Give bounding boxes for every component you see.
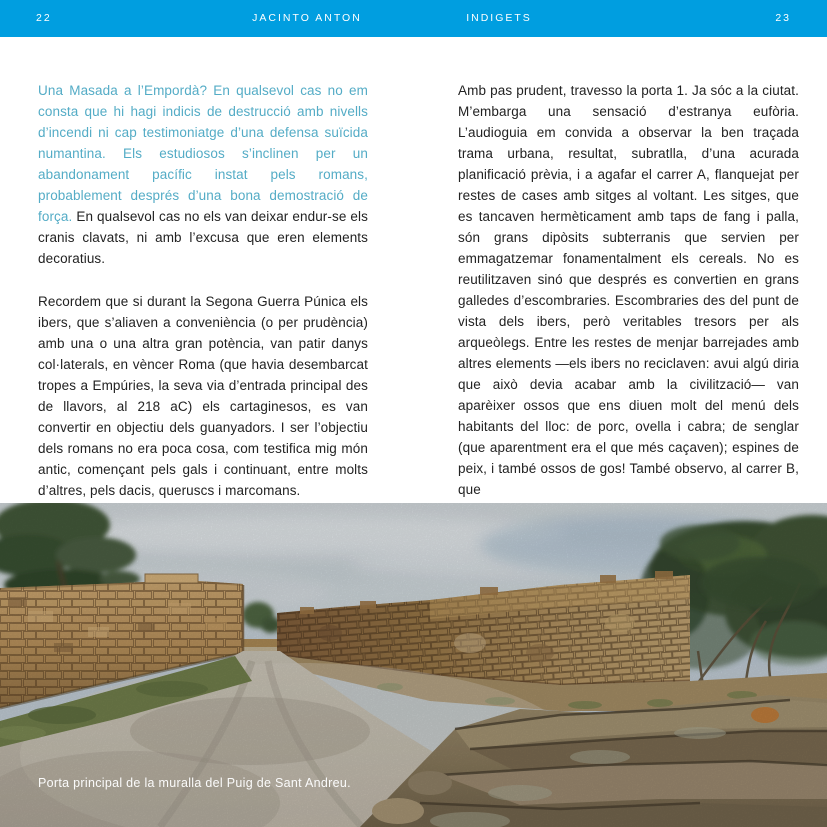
page-number-left: 22	[36, 12, 52, 24]
text-column-right	[458, 80, 799, 522]
running-header	[0, 0, 827, 37]
running-header-title: INDIGETS	[466, 12, 532, 24]
paragraph-1	[38, 80, 368, 269]
highlighted-text: Una Masada a l’Empordà? En qualsevol cas no em consta que hi hagi indicis de destrucció amb nivells d’incendi ni cap testimoniatge d’una defensa suïcida numantina. Els estudiosos s’inclinen per un abandonament pacífic instat pels romans, probablement després d’una bona demostració de força.	[38, 83, 368, 224]
paragraph-3: Amb pas prudent, travesso la porta 1. Ja sóc a la ciutat. M’embarga una sensació d’estranya eufòria. L’audioguia em convida a observar la ben traçada trama urbana, resultat, subratlla, d’una acurada planificació prèvia, i a agafar el carrer A, flanquejat per restes de cases amb sitges al voltant. Les sitges, que es tancaven hermèticament amb taps de fang i palla, són grans dipòsits subterranis que servien per emmagatzemar fonamentalment els cereals. No es reutilitzaven sinó que després es convertien en grans galledes d’escombraries. Escombraries des del punt de vista dels ibers, però veritables tresors per als arqueòlegs. Entre les restes de menjar barrejades amb altres elements —els ibers no reciclaven: avui algú diria que això devia acabar amb la civilització— van aparèixer ossos que ens diuen molt del menú dels habitants del lloc: de porc, ovella i cabra; de senglar (que aparentment era el que més caçaven); espines de peix, i també ossos de gos! També observo, al carrer B, que	[458, 83, 799, 497]
text-column-left	[38, 80, 368, 523]
page-number-right: 23	[775, 12, 791, 24]
paragraph-2: Recordem que si durant la Segona Guerra Púnica els ibers, que s’aliaven a conveniència (o per prudència) amb una o una altra gran potència, van patir danys col·laterals, en vèncer Roma (que havia desembarcat tropes a Empúries, la seva via d’entrada principal des de llavors, al 218 aC) els cartaginesos, es van convertir en objectiu dels guanyadors. I ser l’objectiu dels romans no era poca cosa, com testifica mig món antic, començant pels gals i continuant, entre molts d’altres, pels dacis, queruscs i marcomans.	[38, 294, 368, 498]
running-header-author: JACINTO ANTON	[252, 12, 362, 24]
photo-figure	[0, 503, 827, 827]
photo-caption: Porta principal de la muralla del Puig de Sant Andreu.	[38, 776, 351, 790]
body-text: En qualsevol cas no els van deixar endur-se els cranis clavats, ni amb l’excusa que eren elements decoratius.	[38, 209, 368, 266]
